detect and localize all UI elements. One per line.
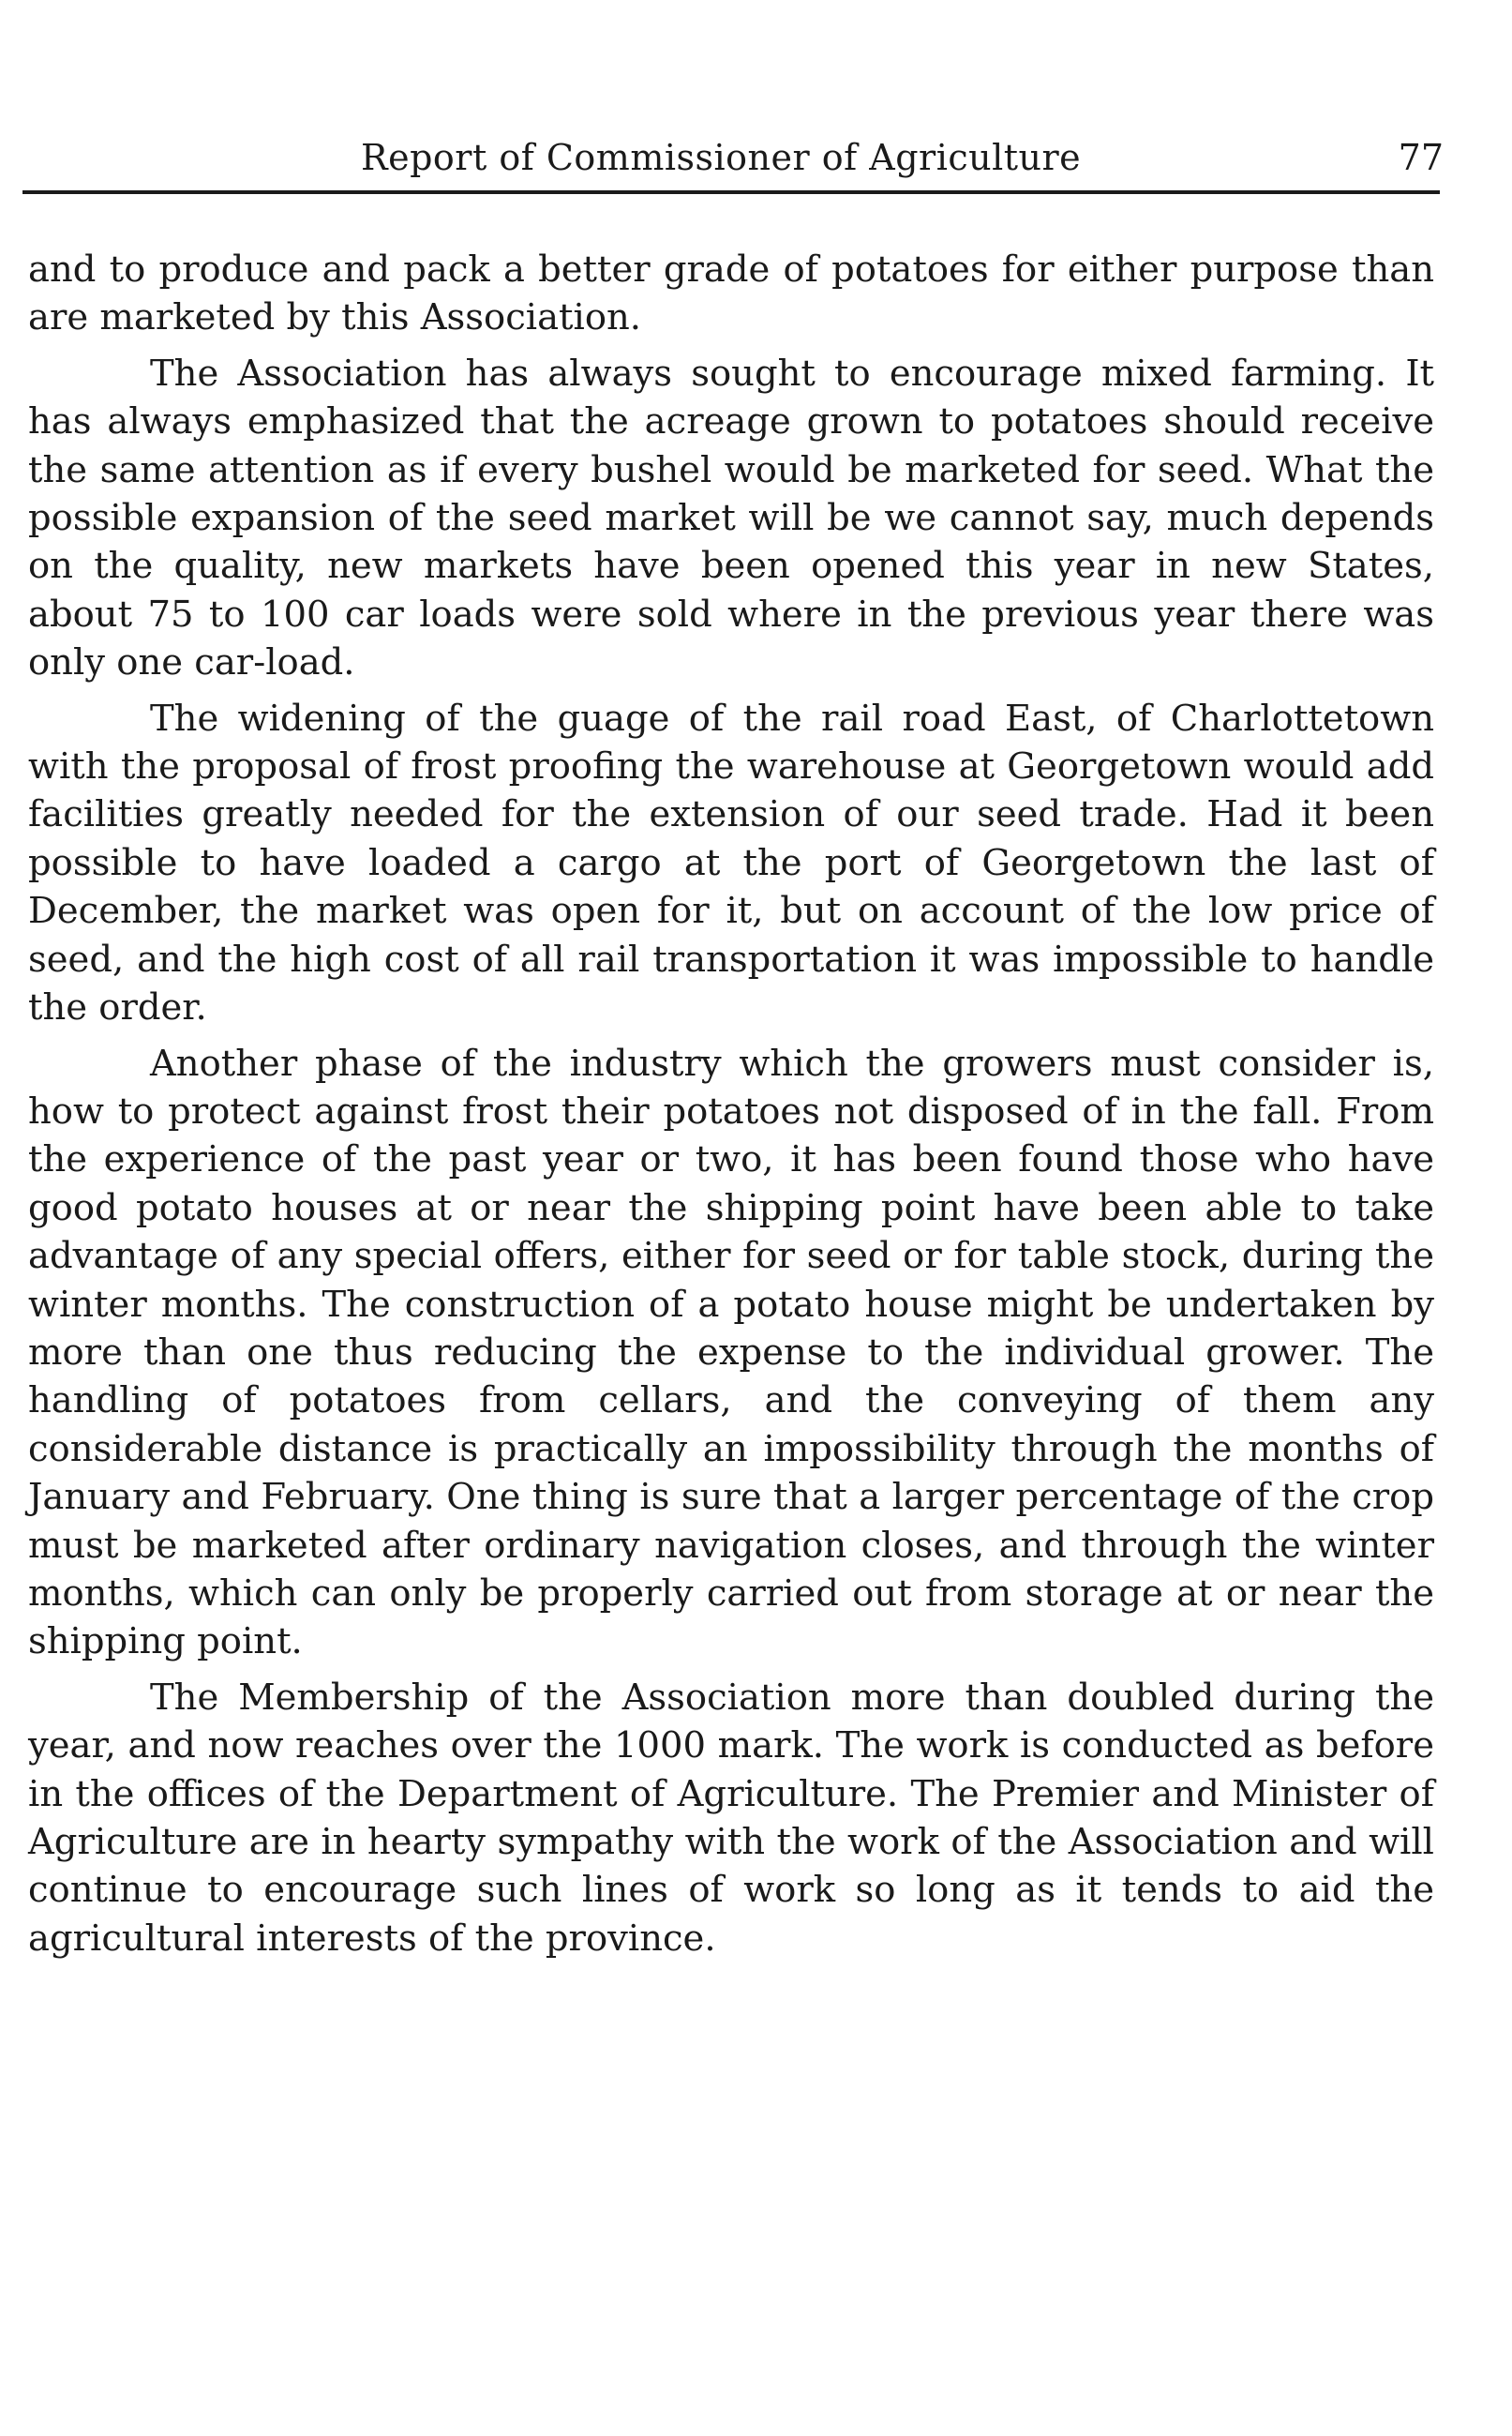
body-text xyxy=(28,246,1434,1970)
paragraph-continued: and to produce and pack a better grade of potatoes for either purpose than are marketed by this Association. xyxy=(28,248,1434,339)
header-title: Report of Commissioner of Agriculture xyxy=(361,137,1082,178)
header-rule xyxy=(22,190,1440,194)
page-number: 77 xyxy=(1398,137,1444,178)
paragraph-rail-road: The widening of the guage of the rail road East, of Charlottetown with the proposal of frost proofing the warehouse at Georgetown would add facilities greatly needed for the extension of our seed trade. Had it been possible to have loaded a cargo at the port of Georgetown the last of December, the market was open for it, but on account of the low price of seed, and the high cost of all rail transportation it was impossible to handle the order. xyxy=(28,697,1434,1030)
paragraph-mixed-farming: The Association has always sought to encourage mixed farming. It has always emphasized that the acreage grown to potatoes should receive the same attention as if every bushel would be marketed for seed. What the possible expansion of the seed market will be we cannot say, much depends on the quality, new markets have been opened this year in new States, about 75 to 100 car loads were sold where in the previous year there was only one car-load. xyxy=(28,352,1434,684)
running-header xyxy=(28,129,1444,186)
paragraph-membership: The Membership of the Association more than doubled during the year, and now reaches over the 1000 mark. The work is conducted as before in the offices of the Department of Agriculture. The Premier and Minister of Agriculture are in hearty sympathy with the work of the Association and will continue to encourage such lines of work so long as it tends to aid the agricultural interests of the province. xyxy=(28,1676,1434,1960)
paragraph-frost-protection: Another phase of the industry which the growers must consider is, how to protect against frost their potatoes not disposed of in the fall. From the experience of the past year or two, it has been found those who have good potato houses at or near the shipping point have been able to take advantage of any special offers, either for seed or for table stock, during the winter months. The construction of a potato house might be undertaken by more than one thus reducing the expense to the individual grower. The handling of potatoes from cellars, and the conveying of them any considerable distance is practically an impossibility through the months of January and February. One thing is sure that a larger percentage of the crop must be marketed after ordinary navigation closes, and through the winter months, which can only be properly carried out from storage at or near the shipping point. xyxy=(28,1042,1434,1663)
